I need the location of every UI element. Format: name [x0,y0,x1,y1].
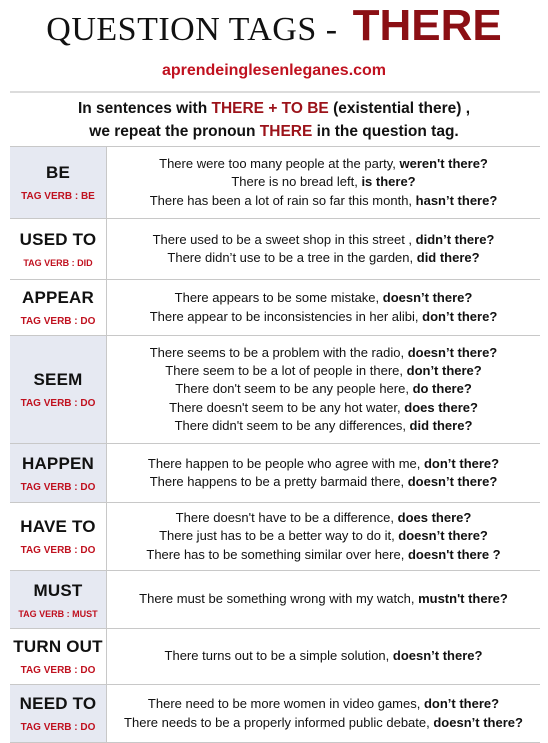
example-sentence [150,344,498,362]
example-sentence [124,714,523,732]
sentence-text: There were too many people at the party, [159,156,400,172]
example-sentence [150,308,498,326]
question-tag: do there? [412,381,472,397]
table-row [10,280,540,336]
verb-cell [10,629,107,684]
question-tag: don’t there? [423,696,500,712]
sentence-text: There just has to be a better way to do it, [159,528,399,544]
example-sentence [159,527,488,545]
question-tag: don’t there? [406,363,482,379]
sentence-text: There didn't seem to be any differences, [174,417,410,433]
examples-cell [107,219,540,279]
page-title [0,0,548,52]
question-tag: does there? [404,399,478,415]
example-sentence [175,289,473,307]
verb-label: HAPPEN [21,453,95,473]
verb-label: BE [45,163,71,182]
intro-text-part: in the question tag. [312,123,459,140]
question-tag: mustn't there? [418,591,508,607]
sentence-text: There seems to be a problem with the radio, [149,344,408,360]
example-sentence [146,546,500,564]
tag-verb-label: TAG VERB : DO [20,398,96,409]
question-tag: doesn’t there? [407,344,498,360]
example-sentence [165,362,481,380]
sentence-text: There doesn't seem to be any hot water, [169,399,405,415]
question-tag: doesn’t there? [407,474,498,489]
question-tag: weren't there? [399,156,488,172]
verb-label: USED TO [19,230,97,249]
intro-highlight: THERE + TO BE [211,100,329,117]
title-part2: THERE [352,1,502,50]
intro-highlight: THERE [259,123,313,140]
table-row [10,336,540,444]
table-row [10,685,540,743]
examples-cell [107,629,540,684]
question-tag: is there? [361,174,416,190]
tag-verb-label: TAG VERB : DO [20,545,96,556]
table-row [10,219,540,280]
example-sentence [165,647,483,665]
examples-cell [107,336,540,443]
sentence-text: There didn’t use to be a tree in the garden, [167,250,417,265]
example-sentence [139,590,508,608]
verb-label: HAVE TO [20,517,96,536]
example-sentence [231,173,415,191]
sentence-text: There has to be something similar over here, [146,546,408,562]
question-tag: didn’t there? [415,231,495,247]
site-url: aprendeinglesenleganes.com [161,62,387,79]
example-sentence [148,695,499,713]
question-tag: did there? [416,250,480,265]
title-part1: QUESTION TAGS - [46,11,347,48]
verb-cell [10,336,107,443]
question-tag: doesn't there ? [407,546,501,562]
example-sentence [176,509,472,527]
examples-cell [107,571,540,628]
question-tag: doesn’t there? [392,648,483,664]
tag-verb-label: TAG VERB : DO [20,481,96,493]
verb-cell [10,444,107,502]
question-tags-table [10,146,540,743]
example-sentence [175,380,472,398]
example-sentence [167,249,479,267]
verb-label: MUST [33,580,83,600]
question-tag: doesn’t there? [433,714,523,730]
sentence-text: There seem to be a lot of people in there, [165,363,407,379]
sentence-text: There must be something wrong with my watch, [139,591,419,607]
verb-cell [10,685,107,742]
sentence-text: There turns out to be a simple solution, [164,648,393,664]
tag-verb-label: TAG VERB : DO [20,665,96,676]
verb-label: TURN OUT [13,637,103,656]
sentence-text: There need to be more women in video games, [147,696,424,712]
verb-cell [10,503,107,570]
question-tag: does there? [397,510,472,526]
divider [10,91,540,93]
table-row [10,571,540,629]
sentence-text: There don't seem to be any people here, [175,381,413,397]
sentence-text: There appear to be inconsistencies in her alibi, [149,308,423,324]
tag-verb-label: TAG VERB : DID [23,258,93,268]
sentence-text: There happen to be people who agree with me, [147,455,424,471]
sentence-text: There has been a lot of rain so far this month, [149,192,416,208]
tag-verb-label: TAG VERB : DO [20,722,96,733]
question-tag: don’t there? [423,455,500,471]
intro-text-part: (existential there) , [328,100,471,117]
verb-cell [10,571,107,628]
verb-label: SEEM [33,370,83,389]
sentence-text: There used to be a sweet shop in this street , [152,231,416,247]
example-sentence [175,417,473,435]
question-tag: did there? [409,417,473,433]
intro-text-part: In sentences with [77,100,212,117]
intro-text-part: we repeat the pronoun [89,123,260,140]
example-sentence [153,231,495,249]
sentence-text: There needs to be a properly informed public debate, [124,714,434,730]
tag-verb-label: TAG VERB : MUST [18,608,98,619]
verb-label: NEED TO [19,694,97,713]
examples-cell [107,280,540,335]
examples-cell [107,147,540,218]
intro-line-2 [0,120,548,143]
verb-label: APPEAR [21,288,95,307]
example-sentence [159,155,488,173]
sentence-text: There appears to be some mistake, [174,290,383,306]
examples-cell [107,503,540,570]
intro-line-1 [0,97,548,120]
verb-cell [10,147,107,218]
table-row [10,147,540,219]
question-tag: hasn’t there? [415,192,498,208]
tag-verb-label: TAG VERB : BE [21,191,95,202]
intro-text [0,97,548,143]
sentence-text: There doesn't have to be a difference, [175,510,398,526]
example-sentence [150,473,498,491]
example-sentence [150,192,498,210]
sentence-text: There is no bread left, [231,174,362,190]
table-row [10,444,540,503]
tag-verb-label: TAG VERB : DO [20,316,96,327]
question-tag: doesn’t there? [382,290,473,306]
verb-cell [10,219,107,279]
examples-cell [107,685,540,742]
question-tag: doesn’t there? [398,528,488,544]
examples-cell [107,444,540,502]
table-row [10,629,540,685]
verb-cell [10,280,107,335]
table-row [10,503,540,571]
sentence-text: There happens to be a pretty barmaid there, [149,474,408,489]
question-tag: don’t there? [422,308,498,324]
example-sentence [169,399,478,417]
example-sentence [148,455,499,473]
